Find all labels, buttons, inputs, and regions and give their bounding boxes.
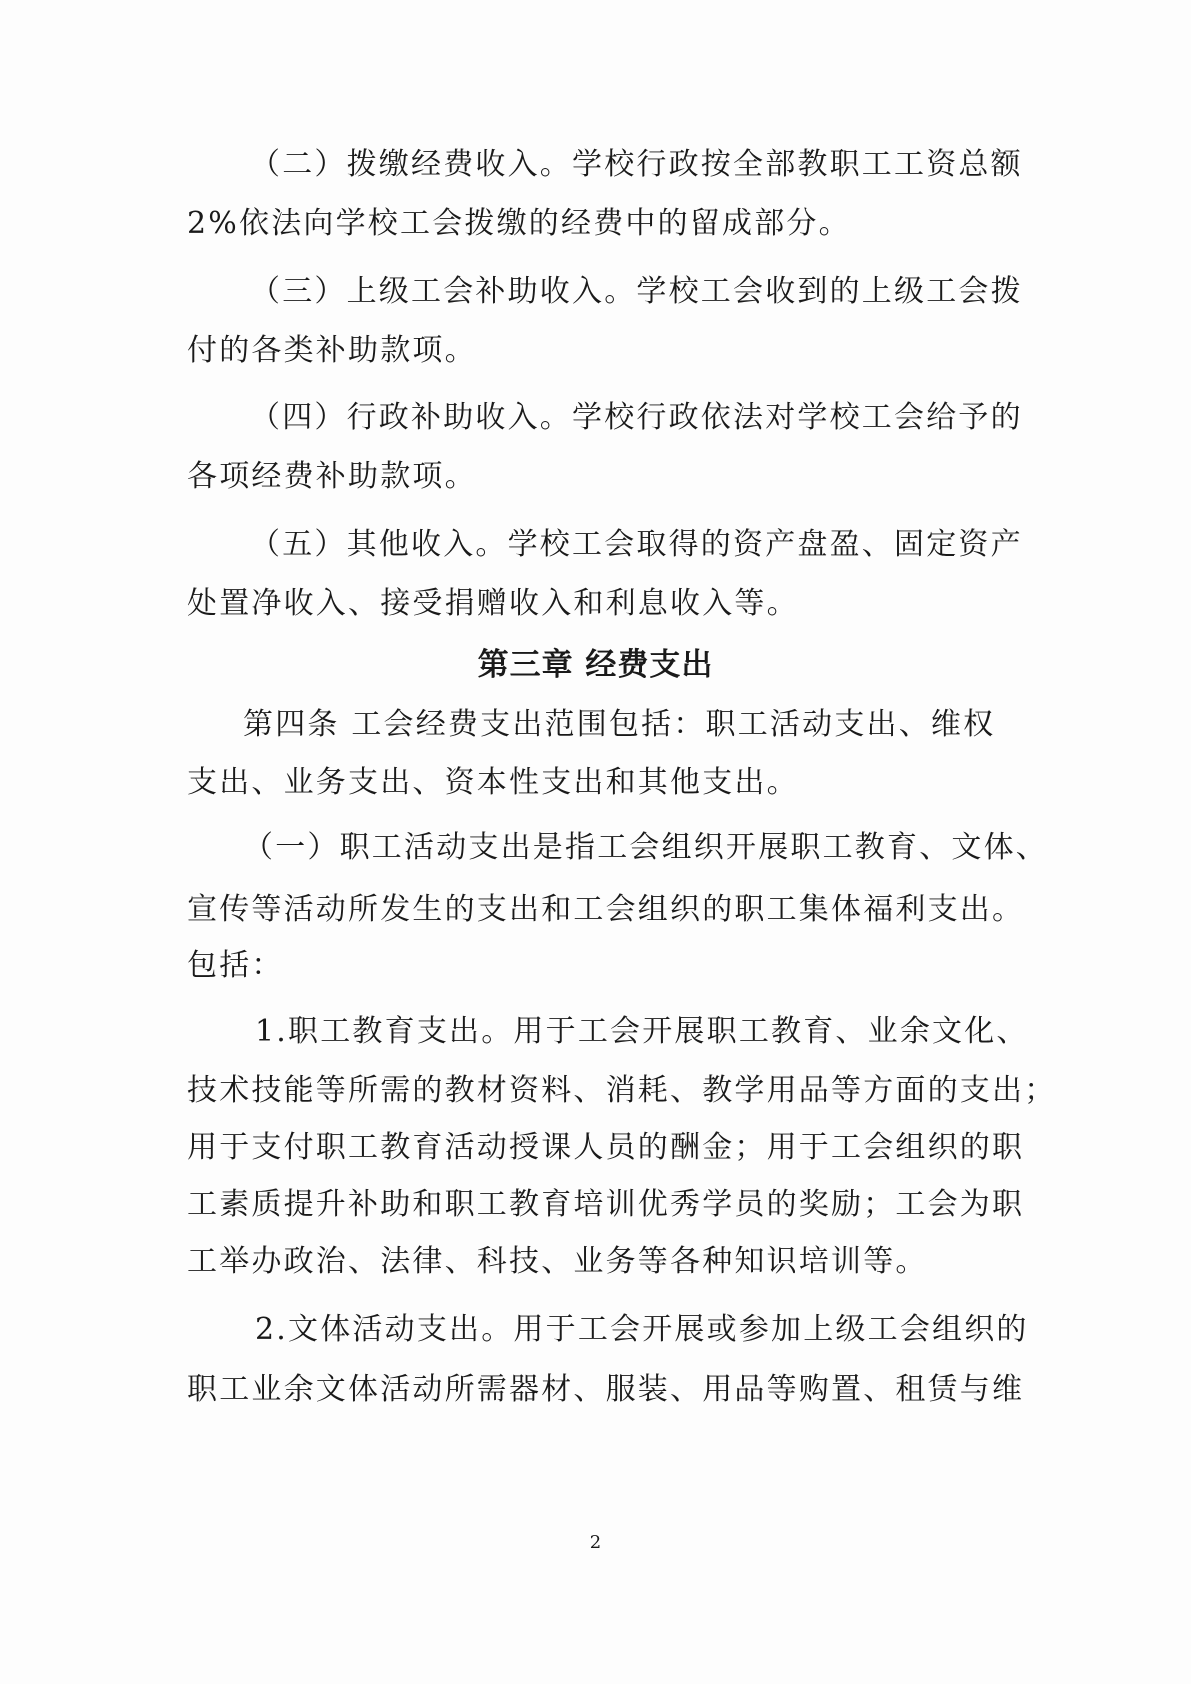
paragraph-line: 付的各类补助款项。 [187, 333, 477, 368]
paragraph-line: （二）拨缴经费收入。学校行政按全部教职工工资总额 [250, 147, 1023, 182]
paragraph-line: 职工业余文体活动所需器材、服装、用品等购置、租赁与维 [187, 1372, 1025, 1407]
page-number: 2 [589, 1532, 602, 1553]
paragraph-line: 包括： [187, 948, 284, 983]
paragraph-line: 工素质提升补助和职工教育培训优秀学员的奖励；工会为职 [187, 1187, 1025, 1222]
paragraph-line: 工举办政治、法律、科技、业务等各种知识培训等。 [187, 1244, 928, 1279]
paragraph-line: 用于支付职工教育活动授课人员的酬金；用于工会组织的职 [187, 1130, 1025, 1165]
paragraph-line: 宣传等活动所发生的支出和工会组织的职工集体福利支出。 [187, 892, 1025, 927]
paragraph-line: 处置净收入、接受捐赠收入和利息收入等。 [187, 586, 799, 621]
paragraph-line: （四）行政补助收入。学校行政依法对学校工会给予的 [250, 400, 1023, 435]
paragraph-line: （五）其他收入。学校工会取得的资产盘盈、固定资产 [250, 527, 1023, 562]
paragraph-line: 支出、业务支出、资本性支出和其他支出。 [187, 765, 799, 800]
paragraph-line: 1.职工教育支出。用于工会开展职工教育、业余文化、 [255, 1014, 1029, 1049]
paragraph-line: （一）职工活动支出是指工会组织开展职工教育、文体、 [243, 830, 1048, 865]
paragraph-line: 2.文体活动支出。用于工会开展或参加上级工会组织的 [255, 1312, 1029, 1347]
paragraph-line: 各项经费补助款项。 [187, 459, 477, 494]
paragraph-line: 第四条 工会经费支出范围包括：职工活动支出、维权 [243, 707, 996, 742]
paragraph-line: （三）上级工会补助收入。学校工会收到的上级工会拨 [250, 274, 1023, 309]
paragraph-line: 技术技能等所需的教材资料、消耗、教学用品等方面的支出； [187, 1073, 1057, 1108]
chapter-heading: 第三章 经费支出 [477, 647, 714, 683]
paragraph-line: 2%依法向学校工会拨缴的经费中的留成部分。 [187, 206, 851, 241]
